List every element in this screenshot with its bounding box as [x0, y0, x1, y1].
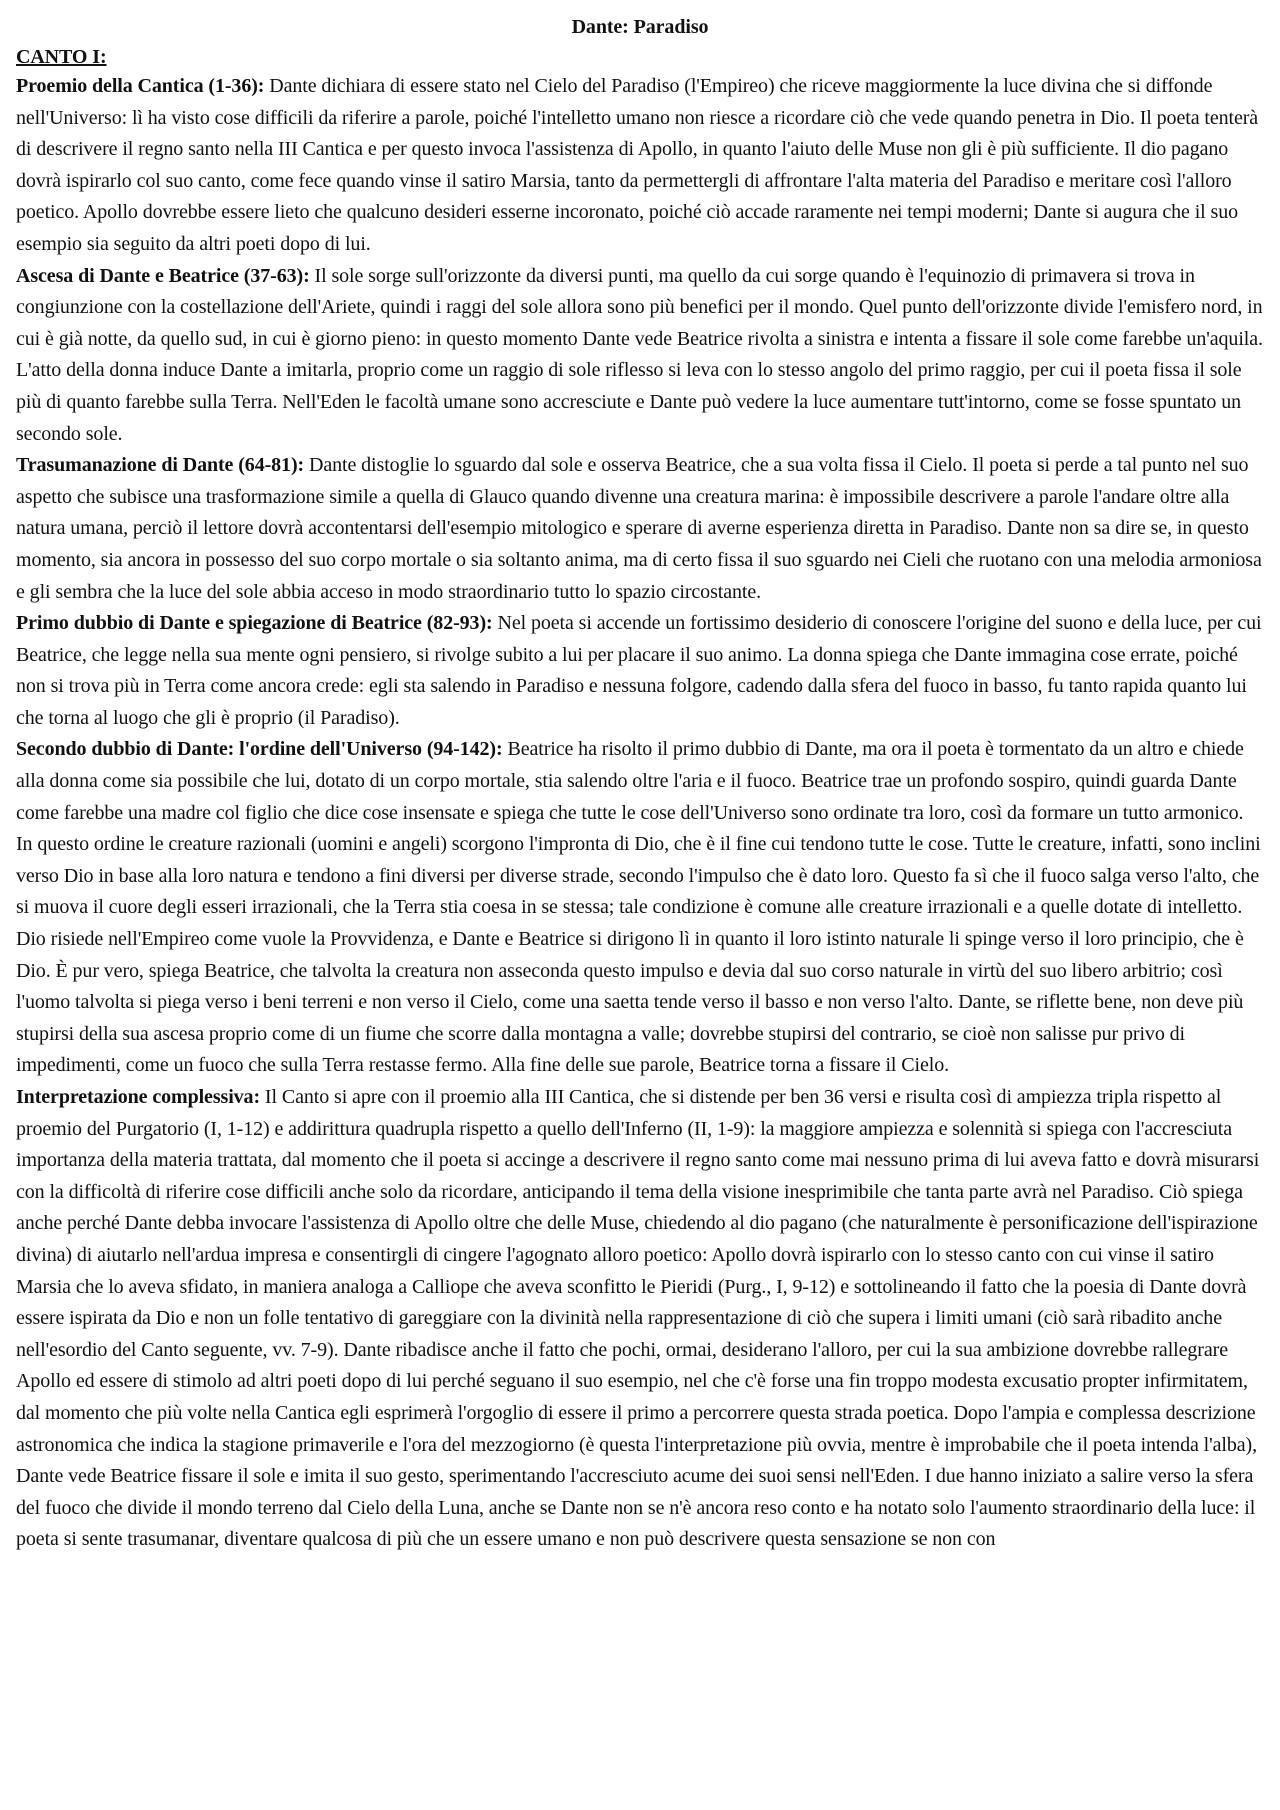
section-interpretazione — [16, 1082, 1264, 1556]
section-text: Il sole sorge sull'orizzonte da diversi punti, ma quello da cui sorge quando è l'equinozio di primavera si trova in congiunzione con la costellazione dell'Ariete, quindi i raggi del sole allora sono più benefici per il mondo. Quel punto dell'orizzonte divide l'emisfero nord, in cui è già notte, da quello sud, in cui è giorno pieno: in questo momento Dante vede Beatrice rivolta a sinistra e intenta a fissare il sole come farebbe un'aquila. L'atto della donna induce Dante a imitarla, proprio come un raggio di sole riflesso si leva con lo stesso angolo del primo raggio, per cui il poeta fissa il sole più di quanto farebbe sulla Terra. Nell'Eden le facoltà umane sono accresciute e Dante può vedere la luce aumentare tutt'intorno, come se fosse spuntato un secondo sole. — [16, 264, 1263, 445]
section-secondo-dubbio — [16, 734, 1264, 1082]
section-text: Dante distoglie lo sguardo dal sole e osserva Beatrice, che a sua volta fissa il Cielo. Il poeta si perde a tal punto nel suo aspetto che subisce una trasformazione simile a quella di Glauco quando divenne una creatura marina: è impossibile descrivere a parole l'andare oltre alla natura umana, perciò il lettore dovrà accontentarsi dell'esempio mitologico e sperare di averne esperienza diretta in Paradiso. Dante non sa dire se, in questo momento, sia ancora in possesso del suo corpo mortale o sia soltanto anima, ma di certo fissa il suo sguardo nei Cieli che ruotano con una melodia armoniosa e gli sembra che la luce del sole abbia acceso in modo straordinario tutto lo spazio circostante. — [16, 454, 1262, 603]
page-title: Dante: Paradiso — [571, 16, 709, 38]
section-text: Beatrice ha risolto il primo dubbio di Dante, ma ora il poeta è tormentato da un altro e chiede alla donna come sia possibile che lui, dotato di un corpo mortale, stia salendo oltre l'aria e il fuoco. Beatrice trae un profondo sospiro, quindi guarda Dante come farebbe una madre col figlio che dice cose insensate e spiega che tutte le cose dell'Universo sono ordinate tra loro, così da formare un tutto armonico. In questo ordine le creature razionali (uomini e angeli) scorgono l'impronta di Dio, che è il fine cui tendono tutte le cose. Tutte le creature, infatti, sono inclini verso Dio in base alla loro natura e tendono a fini diversi per diverse strade, secondo l'impulso che è dato loro. Questo fa sì che il fuoco salga verso l'alto, che si muova il cuore degli esseri irrazionali, che la Terra stia coesa in se stessa; tale condizione è comune alle creature irrazionali e a quelle dotate di intelletto. Dio risiede nell'Empireo come vuole la Provvidenza, e Dante e Beatrice si dirigono lì in quanto il loro istinto naturale li spinge verso il loro principio, che è Dio. È pur vero, spiega Beatrice, che talvolta la creatura non asseconda questo impulso e devia dal suo corso naturale in virtù del suo libero arbitrio; così l'uomo talvolta si piega verso i beni terreni e non verso il Cielo, come una saetta tende verso il basso e non verso l'alto. Dante, se riflette bene, non deve più stupirsi della sua ascesa proprio come di un fiume che scorre dalla montagna a valle; dovrebbe stupirsi del contrario, se cioè non salisse pur privo di impedimenti, come un fuoco che sulla Terra restasse fermo. Alla fine delle sue parole, Beatrice torna a fissare il Cielo. — [16, 738, 1261, 1077]
section-ascesa — [16, 261, 1264, 451]
section-heading: Ascesa di Dante e Beatrice (37-63): — [16, 264, 310, 287]
section-primo-dubbio — [16, 608, 1264, 734]
section-trasumanazione — [16, 450, 1264, 608]
section-text: Dante dichiara di essere stato nel Cielo del Paradiso (l'Empireo) che riceve maggiormente la luce divina che si diffonde nell'Universo: lì ha visto cose difficili da riferire a parole, poiché l'intelletto umano non riesce a ricordare ciò che vede quando penetra in Dio. Il poeta tenterà di descrivere il regno santo nella III Cantica e per questo invoca l'assistenza di Apollo, in quanto l'aiuto delle Muse non gli è più sufficiente. Il dio pagano dovrà ispirarlo col suo canto, come fece quando vinse il satiro Marsia, tanto da permettergli di affrontare l'alta materia del Paradiso e meritare così l'alloro poetico. Apollo dovrebbe essere lieto che qualcuno desideri esserne incoronato, poiché ciò accade raramente nei tempi moderni; Dante si augura che il suo esempio sia seguito da altri poeti dopo di lui. — [16, 75, 1259, 255]
section-heading: Primo dubbio di Dante e spiegazione di Beatrice (82-93): — [16, 612, 493, 635]
section-heading: Trasumanazione di Dante (64-81): — [16, 454, 305, 477]
section-heading: Secondo dubbio di Dante: l'ordine dell'Universo (94-142): — [16, 738, 503, 761]
section-text: Nel poeta si accende un fortissimo desiderio di conoscere l'origine del suono e della luce, per cui Beatrice, che legge nella sua mente ogni pensiero, si rivolge subito a lui per placare il suo animo. La donna spiega che Dante immagina cose errate, poiché non si trova più in Terra come ancora crede: egli sta salendo in Paradiso e nessuna folgore, cadendo dalla sfera del fuoco in basso, fu tanto rapida quanto lui che torna al luogo che gli è proprio (il Paradiso). — [16, 612, 1262, 729]
canto-heading: CANTO I: — [16, 46, 107, 68]
section-heading: Interpretazione complessiva: — [16, 1086, 261, 1108]
section-proemio — [16, 71, 1264, 261]
section-text: Il Canto si apre con il proemio alla III Cantica, che si distende per ben 36 versi e risulta così di ampiezza tripla rispetto al proemio del Purgatorio (I, 1-12) e addirittura quadrupla rispetto a quello dell'Inferno (II, 1-9): la maggiore ampiezza e solennità si spiega con l'accresciuta importanza della materia trattata, dal momento che il poeta si accinge a descrivere il regno santo come mai nessuno prima di lui aveva fatto e dovrà misurarsi con la difficoltà di riferire cose difficili anche solo da ricordare, anticipando il tema della visione inesprimibile che tanta parte avrà nel Paradiso. Ciò spiega anche perché Dante debba invocare l'assistenza di Apollo oltre che delle Muse, chiedendo al dio pagano (che naturalmente è personificazione dell'ispirazione divina) di aiutarlo nell'ardua impresa e consentirgli di cingere l'agognato alloro poetico: Apollo dovrà ispirarlo con lo stesso canto con cui vinse il satiro Marsia che lo aveva sfidato, in maniera analoga a Calliope che aveva sconfitto le Pieridi (Purg., I, 9-12) e sottolineando il fatto che la poesia di Dante dovrà essere ispirata da Dio e non un folle tentativo di gareggiare con la divinità nella rappresentazione di ciò che supera i limiti umani (ciò sarà ribadito anche nell'esordio del Canto seguente, vv. 7-9). Dante ribadisce anche il fatto che pochi, ormai, desiderano l'alloro, per cui la sua ambizione dovrebbe rallegrare Apollo ed essere di stimolo ad altri poeti dopo di lui perché seguano il suo esempio, nel che c'è forse una fin troppo modesta excusatio propter infirmitatem, dal momento che più volte nella Cantica egli esprimerà l'orgoglio di essere il primo a percorrere questa strada poetica. Dopo l'ampia e complessa descrizione astronomica che indica la stagione primaverile e l'ora del mezzogiorno (è questa l'interpretazione più ovvia, mentre è improbabile che il poeta intenda l'alba), Dante vede Beatrice fissare il sole e imita il suo gesto, sperimentando l'accresciuto acume dei suoi sensi nell'Eden. I due hanno iniziato a salire verso la sfera del fuoco che divide il mondo terreno dal Cielo della Luna, anche se Dante non se n'è ancora reso conto e ha notato solo l'aumento straordinario della luce: il poeta si sente trasumanar, diventare qualcosa di più che un essere umano e non può descrivere questa sensazione se non con — [16, 1086, 1260, 1551]
section-heading: Proemio della Cantica (1-36): — [16, 75, 265, 97]
